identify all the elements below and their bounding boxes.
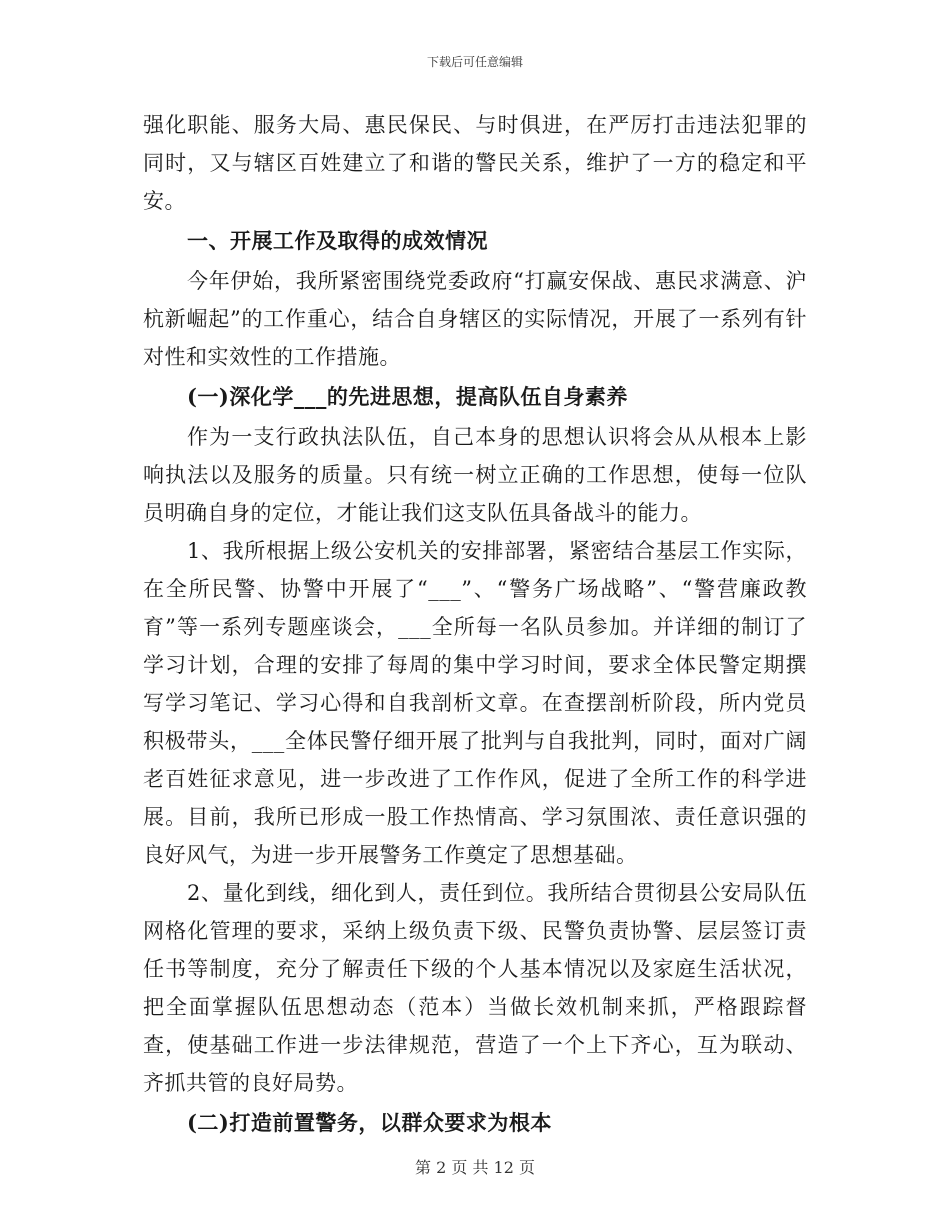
subsection-heading: (一)深化学___的先进思想，提高队伍自身素养 [187,384,628,409]
page-header: 下载后可任意编辑 [426,55,523,69]
body-paragraph: 2、量化到线，细化到人，责任到位。我所结合贯彻县公安局队伍网格化管理的要求，采纳上级负责下级、民警负责协警、层层签订责任书等制度，充分了解责任下级的个人基本情况以及家庭生活状况，把全面掌握队伍思想动态（范本）当做长效机制来抓，严格跟踪督查，使基础工作进一步法律规范，营造了一个上下齐心，互为联动、齐抓共管的良好局势。 [143,881,807,1095]
document-body [143,106,807,1144]
body-paragraph: 1、我所根据上级公安机关的安排部署，紧密结合基层工作实际，在全所民警、协警中开展了“___”、“警务广场战略”、“警营廉政教育”等一系列专题座谈会，___全所每一名队员参加。并详细的制订了学习计划，合理的安排了每周的集中学习时间，要求全体民警定期撰写学习笔记、学习心得和自我剖析文章。在查摆剖析阶段，所内党员积极带头，___全体民警仔细开展了批判与自我批判，同时，面对广阔老百姓征求意见，进一步改进了工作作风，促进了全所工作的科学进展。目前，我所已形成一股工作热情高、学习氛围浓、责任意识强的良好风气，为进一步开展警务工作奠定了思想基础。 [143,539,807,867]
section-heading: 一、开展工作及取得的成效情况 [187,228,488,253]
page-number: 第 2 页 共 12 页 [415,1158,535,1177]
subsection-heading: (二)打造前置警务，以群众要求为根本 [187,1110,552,1135]
paragraph-continuation: 强化职能、服务大局、惠民保民、与时俱进，在严厉打击违法犯罪的同时，又与辖区百姓建立了和谐的警民关系，维护了一方的稳定和平安。 [143,113,807,213]
body-paragraph: 作为一支行政执法队伍，自己本身的思想认识将会从从根本上影响执法以及服务的质量。只有统一树立正确的工作思想，使每一位队员明确自身的定位，才能让我们这支队伍具备战斗的能力。 [143,425,807,525]
body-paragraph: 今年伊始，我所紧密围绕党委政府“打赢安保战、惠民求满意、沪杭新崛起”的工作重心，结合自身辖区的实际情况，开展了一系列有针对性和实效性的工作措施。 [143,269,807,369]
